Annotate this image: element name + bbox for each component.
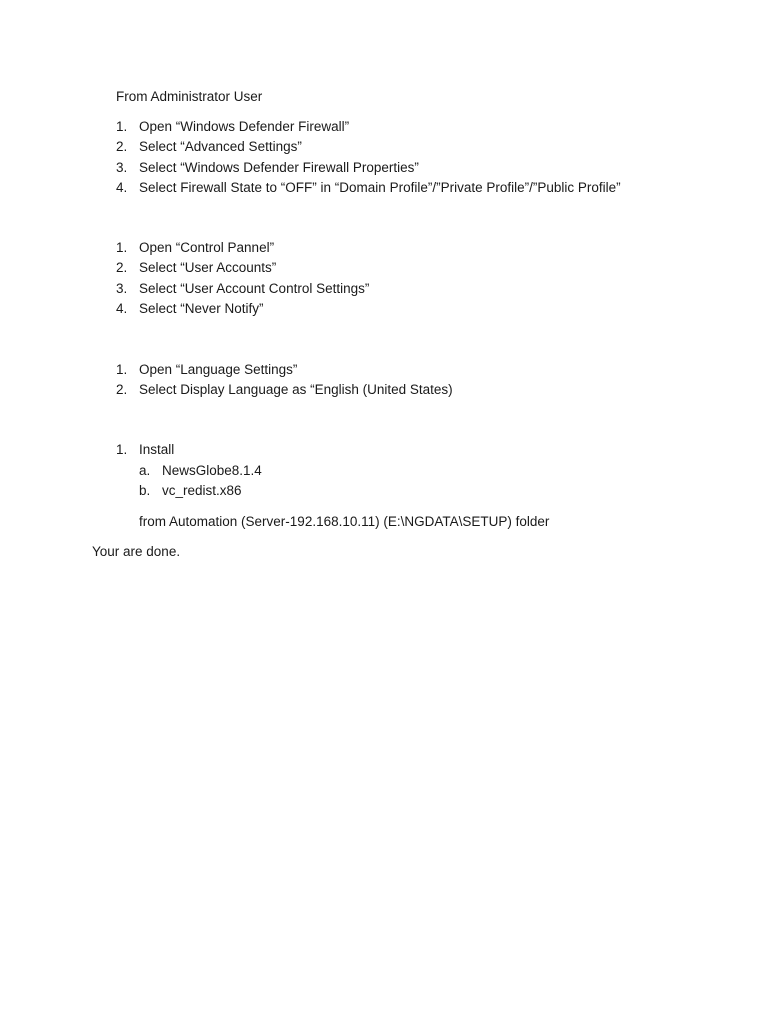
list-number: 1.	[116, 240, 128, 255]
list-number: 2.	[116, 260, 128, 276]
list-number: 1.	[116, 442, 128, 457]
list-text: Install	[139, 442, 175, 457]
list-number: 3.	[116, 159, 128, 175]
list-text: Select “Windows Defender Firewall Properties”	[139, 159, 419, 175]
list-text: Select Firewall State to “OFF” in “Domain Profile”/”Private Profile”/”Public Profile”	[139, 180, 621, 196]
intro-text: From Administrator User	[116, 89, 263, 104]
list-text: Open “Windows Defender Firewall”	[139, 119, 350, 134]
list-number: 4.	[116, 301, 128, 317]
list-text: Select “User Accounts”	[139, 260, 277, 276]
list-number: 1.	[116, 119, 128, 134]
list-text: NewsGlobe8.1.4	[162, 463, 262, 478]
list-text: Select Display Language as “English (United States)	[139, 382, 453, 398]
install-source-note: from Automation (Server-192.168.10.11) (E:\NGDATA\SETUP) folder	[139, 514, 550, 529]
list-number: 2.	[116, 139, 128, 155]
list-text: Select “Advanced Settings”	[139, 139, 302, 155]
list-number: 4.	[116, 180, 128, 196]
list-text: Select “Never Notify”	[139, 301, 264, 317]
closing-text: Your are done.	[92, 544, 181, 559]
list-letter: b.	[139, 483, 151, 499]
list-text: vc_redist.x86	[162, 483, 242, 499]
list-number: 2.	[116, 382, 128, 398]
list-text: Open “Control Pannel”	[139, 240, 275, 255]
list-number: 1.	[116, 362, 128, 377]
list-letter: a.	[139, 463, 151, 478]
list-number: 3.	[116, 280, 128, 296]
list-text: Open “Language Settings”	[139, 362, 298, 377]
list-text: Select “User Account Control Settings”	[139, 280, 370, 296]
